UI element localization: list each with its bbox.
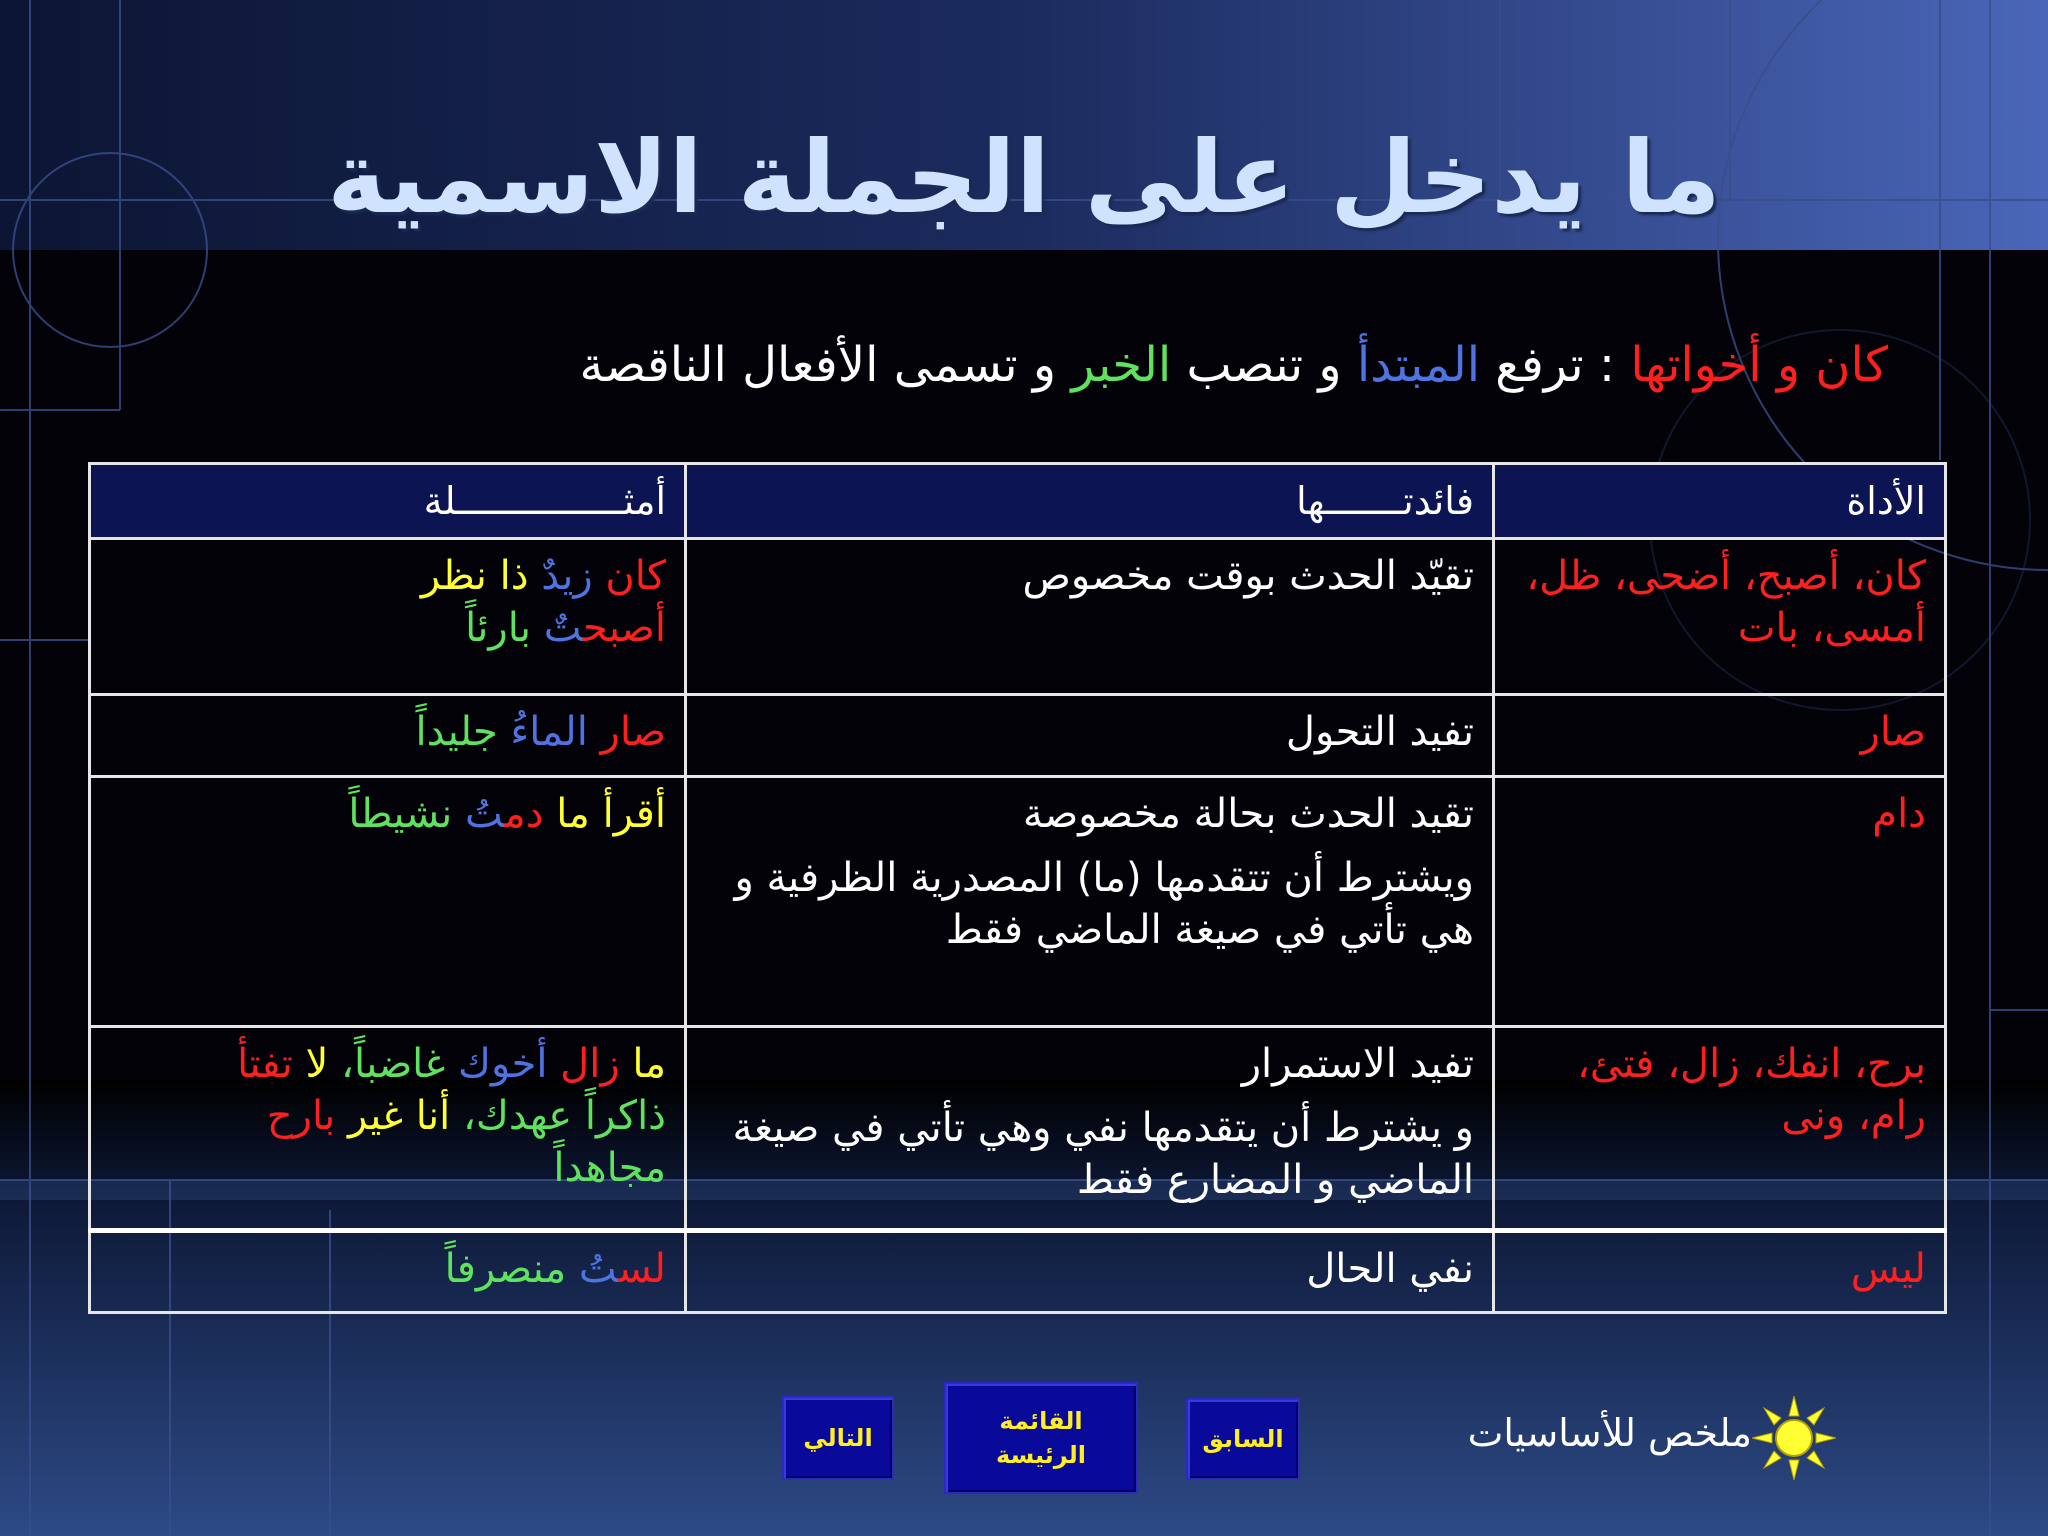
home-menu-label-line2: الرئيسة [996, 1441, 1086, 1469]
example-line [109, 1038, 666, 1090]
example-fragment: أخوك [445, 1041, 548, 1087]
example-fragment: منصرفاً [444, 1246, 567, 1292]
example-fragment: لا [292, 1041, 329, 1087]
home-menu-button[interactable] [944, 1382, 1138, 1494]
table-row [90, 1027, 1946, 1231]
example-fragment: جليداً [415, 709, 498, 755]
examples-cell [90, 1231, 686, 1313]
example-line [109, 1090, 666, 1142]
table-row [90, 695, 1946, 777]
benefit-text: تفيد الاستمرار [1241, 1041, 1474, 1087]
example-fragment: زيدٌ [528, 553, 593, 599]
example-fragment: ذاكراً عهدك، [450, 1093, 666, 1139]
home-menu-label-line1: القائمة [999, 1407, 1083, 1435]
example-fragment: مجاهداً [553, 1145, 666, 1191]
example-fragment: تفتأ [237, 1041, 293, 1087]
tool-cell: صار [1494, 695, 1946, 777]
example-fragment: بارئاً [465, 605, 532, 651]
benefit-text: تفيد التحول [1285, 709, 1474, 755]
example-line [109, 602, 666, 654]
examples-cell [90, 777, 686, 1027]
subtitle-mubtada: المبتدأ [1356, 337, 1481, 393]
tool-cell: برح، انفك، زال، فتئ، رام، ونى [1494, 1027, 1946, 1231]
summary-link[interactable]: ملخص للأساسيات [1467, 1411, 1752, 1455]
example-fragment: تُ [452, 791, 505, 837]
subtitle-text-2: و تنصب [1171, 337, 1357, 393]
example-line [109, 706, 666, 758]
example-fragment: الماءُ [497, 709, 588, 755]
example-fragment: لس [618, 1246, 666, 1292]
previous-button[interactable]: السابق [1186, 1398, 1300, 1480]
slide-title: ما يدخل على الجملة الاسمية [327, 119, 1721, 236]
subtitle-text-1: ترفع [1480, 337, 1584, 393]
example-fragment: أنا غير [335, 1093, 451, 1139]
example-fragment: تٌ [531, 605, 584, 651]
example-fragment: ذا نظر [420, 553, 529, 599]
example-fragment: أقرأ ما [543, 791, 666, 837]
subtitle-line [580, 330, 1889, 400]
benefit-cell [686, 539, 1494, 695]
benefit-text: تقيد الحدث بحالة مخصوصة [1022, 791, 1474, 837]
benefit-cell [686, 695, 1494, 777]
example-fragment: أصبح [583, 605, 666, 651]
subtitle-khabar: الخبر [1071, 337, 1172, 393]
tool-cell: كان، أصبح، أضحى، ظل، أمسى، بات [1494, 539, 1946, 695]
table-row [90, 1231, 1946, 1313]
example-line [109, 1243, 666, 1295]
benefit-cell [686, 1027, 1494, 1231]
example-fragment: نشيطاً [348, 791, 453, 837]
example-fragment: تُ [566, 1246, 619, 1292]
benefit-condition: و يشترط أن يتقدمها نفي وهي تأتي في صيغة الماضي و المضارع فقط [732, 1105, 1474, 1203]
examples-cell [90, 1027, 686, 1231]
example-fragment: دم [504, 791, 544, 837]
examples-cell [90, 539, 686, 695]
benefit-condition: ويشترط أن تتقدمها (ما) المصدرية الظرفية و هي تأتي في صيغة الماضي فقط [734, 855, 1474, 953]
benefit-cell [686, 777, 1494, 1027]
example-fragment: كان [592, 553, 666, 599]
subtitle-text-3: و تسمى الأفعال الناقصة [579, 337, 1072, 393]
example-line [109, 550, 666, 602]
tool-cell: ليس [1494, 1231, 1946, 1313]
header-tool: الأداة [1494, 464, 1946, 539]
benefit-text: تقيّد الحدث بوقت مخصوص [1022, 553, 1474, 599]
example-fragment: غاضباً، [328, 1041, 446, 1087]
example-fragment: بارح [266, 1093, 336, 1139]
benefit-text: نفي الحال [1306, 1246, 1474, 1292]
examples-cell [90, 695, 686, 777]
sun-icon [1752, 1396, 1836, 1480]
example-fragment: ما [619, 1041, 666, 1087]
table-row [90, 539, 1946, 695]
tool-cell: دام [1494, 777, 1946, 1027]
example-line [109, 788, 666, 840]
table-header-row [90, 464, 1946, 539]
example-line [109, 1142, 666, 1194]
example-fragment: زال [547, 1041, 620, 1087]
subtitle-term: كان و أخواتها [1630, 337, 1888, 393]
example-fragment: صار [587, 709, 666, 755]
table-row [90, 777, 1946, 1027]
next-button[interactable]: التالي [782, 1396, 894, 1480]
benefit-cell [686, 1231, 1494, 1313]
header-examples: أمثـــــــــــــــلة [90, 464, 686, 539]
header-benefit: فائدتـــــــها [686, 464, 1494, 539]
subtitle-separator: : [1583, 337, 1631, 393]
kana-sisters-table [88, 462, 1947, 1314]
